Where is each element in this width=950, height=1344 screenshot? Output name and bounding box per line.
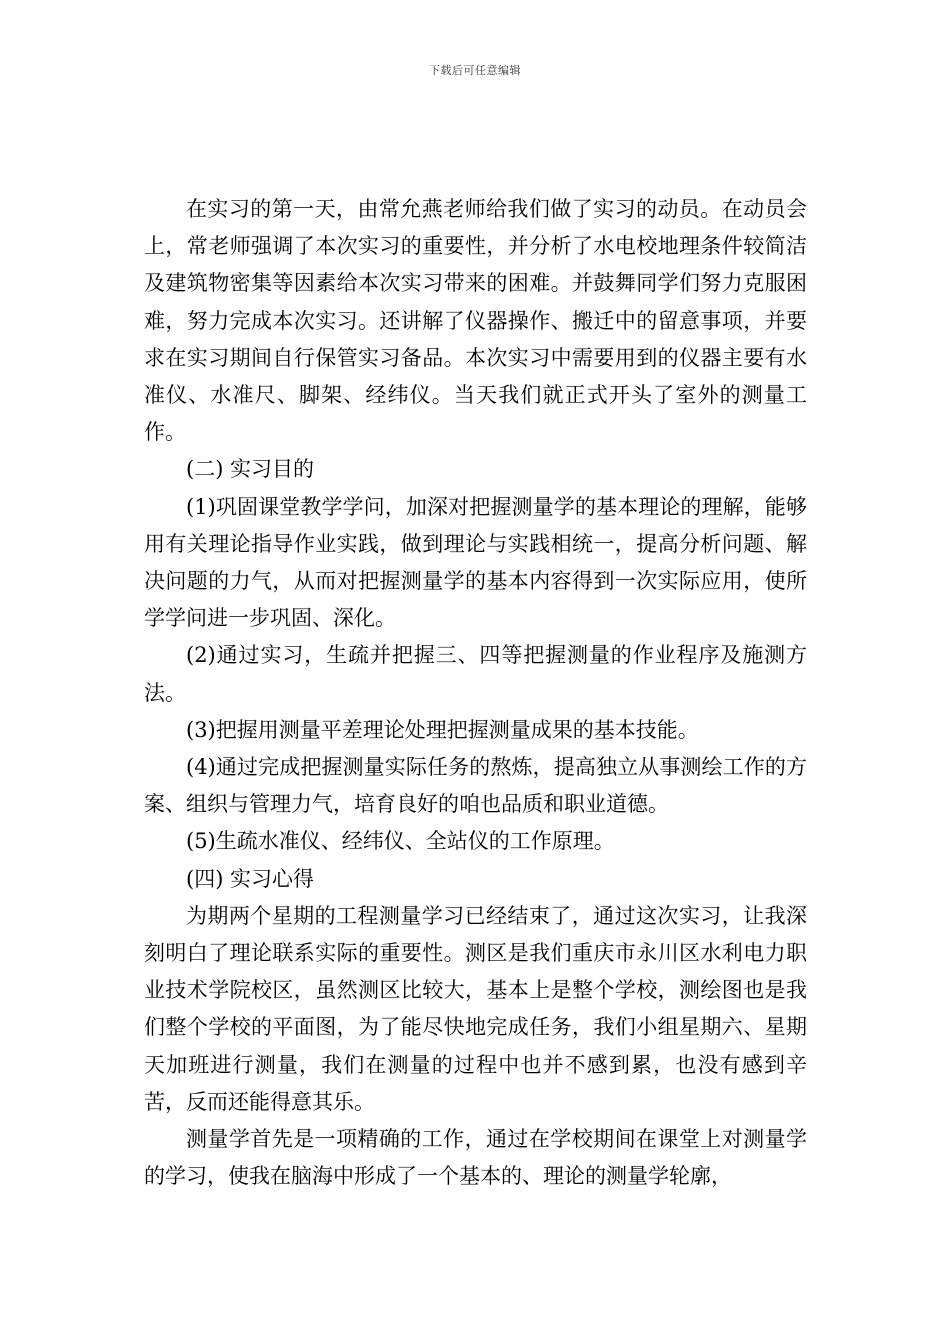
- section-heading-objectives: (二) 实习目的: [186, 457, 315, 482]
- paragraph-reflection-2: 测量学首先是一项精确的工作，通过在学校期间在课堂上对测量学的学习，使我在脑海中形成了一个基本的、理论的测量学轮廓，: [144, 1127, 807, 1189]
- section-heading-reflections: (四) 实习心得: [186, 866, 315, 891]
- objective-item-1: (1)巩固课堂教学学问，加深对把握测量学的基本理论的理解，能够用有关理论指导作业实践，做到理论与实践相统一，提高分析问题、解决问题的力气，从而对把握测量学的基本内容得到一次实际应用，使所学学问进一步巩固、深化。: [144, 494, 807, 631]
- paragraph-mobilization: 在实习的第一天，由常允燕老师给我们做了实习的动员。在动员会上，常老师强调了本次实习的重要性，并分析了水电校地理条件较简洁及建筑物密集等因素给本次实习带来的困难。并鼓舞同学们努力克服困难，努力完成本次实习。还讲解了仪器操作、搬迁中的留意事项，并要求在实习期间自行保管实习备品。本次实习中需要用到的仪器主要有水准仪、水准尺、脚架、经纬仪。当天我们就正式开头了室外的测量工作。: [144, 197, 807, 445]
- objective-item-4: (4)通过完成把握测量实际任务的熬炼，提高独立从事测绘工作的方案、组织与管理力气，培育良好的咱也品质和职业道德。: [144, 755, 807, 817]
- page-header: 下载后可任意编辑: [429, 64, 521, 77]
- paragraph-reflection-1: 为期两个星期的工程测量学习已经结束了，通过这次实习，让我深刻明白了理论联系实际的重要性。测区是我们重庆市永川区水利电力职业技术学院校区，虽然测区比较大，基本上是整个学校，测绘图也是我们整个学校的平面图，为了能尽快地完成任务，我们小组星期六、星期天加班进行测量，我们在测量的过程中也并不感到累，也没有感到辛苦，反而还能得意其乐。: [144, 903, 807, 1114]
- objective-item-5: (5)生疏水准仪、经纬仪、全站仪的工作原理。: [186, 829, 615, 854]
- document-body: [144, 191, 807, 1195]
- objective-item-2: (2)通过实习，生疏并把握三、四等把握测量的作业程序及施测方法。: [144, 643, 807, 705]
- objective-item-3: (3)把握用测量平差理论处理把握测量成果的基本技能。: [186, 717, 699, 742]
